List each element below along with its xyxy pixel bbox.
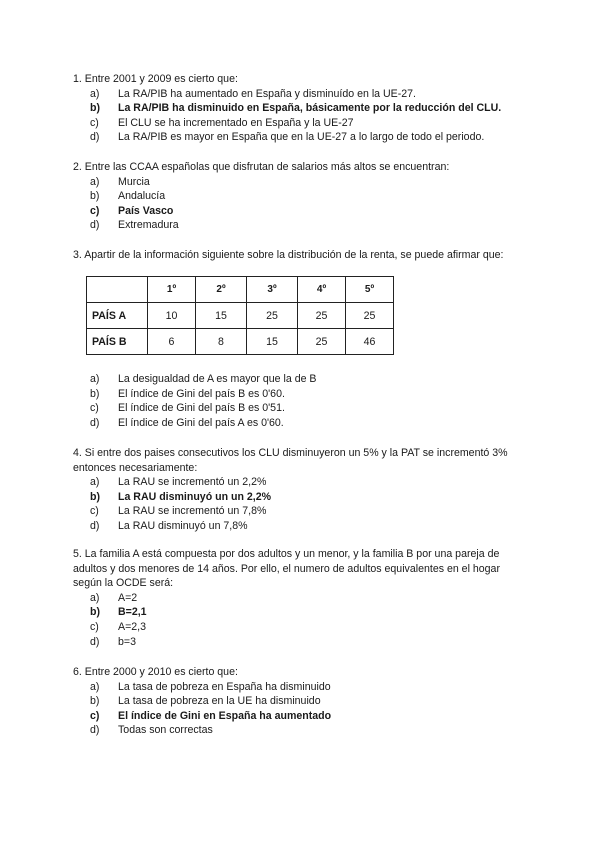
table-cell: 10 — [148, 303, 196, 329]
table-header-cell: 3º — [247, 277, 298, 303]
option-c-correct: c) País Vasco — [90, 204, 174, 217]
table-cell: 25 — [298, 303, 346, 329]
row-label: PAÍS B — [87, 329, 148, 355]
table-header-cell — [87, 277, 148, 303]
option-b: b) La tasa de pobreza en la UE ha disminuido — [90, 695, 321, 708]
question-stem-line-3: según la OCDE será: — [73, 577, 174, 590]
option-d: d) Todas son correctas — [90, 724, 213, 737]
question-3 — [73, 248, 543, 263]
question-stem-line-1: 4. Si entre dos paises consecutivos los CLU disminuyeron un 5% y la PAT se incrementó 3% — [73, 447, 508, 459]
question-5 — [73, 547, 543, 649]
question-stem-line-1: 5. La familia A está compuesta por dos adultos y un menor, y la familia B por una pareja de — [73, 548, 500, 560]
option-c: c) El índice de Gini del país B es 0'51. — [90, 402, 285, 415]
option-b-correct: b) La RAU disminuyó un un 2,2% — [90, 490, 272, 503]
table-cell: 25 — [346, 303, 394, 329]
option-c: c) El CLU se ha incrementado en España y la UE-27 — [90, 116, 354, 129]
question-3-options — [73, 372, 543, 430]
option-a: a) Murcia — [90, 175, 150, 188]
row-label: PAÍS A — [87, 303, 148, 329]
table-row — [87, 329, 394, 355]
table-header-row — [87, 277, 394, 303]
option-a: a) La tasa de pobreza en España ha disminuido — [90, 680, 331, 693]
income-distribution-table — [86, 276, 394, 355]
option-d: d) Extremadura — [90, 219, 179, 232]
question-2 — [73, 160, 543, 233]
table-cell: 25 — [247, 303, 298, 329]
option-c: c) A=2,3 — [90, 620, 146, 633]
table-header-cell: 5º — [346, 277, 394, 303]
table-cell: 46 — [346, 329, 394, 355]
table-cell: 25 — [298, 329, 346, 355]
option-c: c) La RAU se incrementó un 7,8% — [90, 505, 267, 518]
table-cell: 6 — [148, 329, 196, 355]
question-1 — [73, 72, 543, 145]
question-stem: 3. Apartir de la información siguiente sobre la distribución de la renta, se puede afirmar que: — [73, 249, 504, 261]
table-header-cell: 2º — [196, 277, 247, 303]
option-d: d) La RA/PIB es mayor en España que en la UE-27 a lo largo de todo el periodo. — [90, 131, 485, 144]
question-stem: 2. Entre las CCAA españolas que disfrutan de salarios más altos se encuentran: — [73, 161, 450, 173]
question-stem-line-2: entonces necesariamente: — [73, 461, 198, 474]
option-c-correct: c) El índice de Gini en España ha aumentado — [90, 709, 332, 722]
question-stem: 6. Entre 2000 y 2010 es cierto que: — [73, 666, 238, 678]
question-stem-line-2: adultos y dos menores de 14 años. Por ello, el numero de adultos equivalentes en el hogar — [73, 562, 500, 575]
table-row — [87, 303, 394, 329]
table-header-cell: 1º — [148, 277, 196, 303]
option-d: d) b=3 — [90, 635, 136, 648]
question-4 — [73, 446, 543, 534]
question-stem: 1. Entre 2001 y 2009 es cierto que: — [73, 73, 238, 85]
table-cell: 8 — [196, 329, 247, 355]
option-a: a) La desigualdad de A es mayor que la de B — [90, 373, 317, 385]
table-cell: 15 — [196, 303, 247, 329]
option-b-correct: b) La RA/PIB ha disminuido en España, básicamente por la reducción del CLU. — [90, 102, 502, 115]
table-header-cell: 4º — [298, 277, 346, 303]
option-d: d) La RAU disminuyó un 7,8% — [90, 519, 248, 532]
option-b: b) El índice de Gini del país B es 0'60. — [90, 387, 285, 400]
option-d: d) El índice de Gini del país A es 0'60. — [90, 416, 284, 429]
option-b: b) Andalucía — [90, 190, 166, 203]
option-b-correct: b) B=2,1 — [90, 606, 147, 619]
question-6 — [73, 665, 543, 738]
option-a: a) La RAU se incrementó un 2,2% — [90, 476, 267, 489]
option-a: a) La RA/PIB ha aumentado en España y disminuído en la UE-27. — [90, 87, 416, 100]
table-cell: 15 — [247, 329, 298, 355]
option-a: a) A=2 — [90, 591, 138, 604]
